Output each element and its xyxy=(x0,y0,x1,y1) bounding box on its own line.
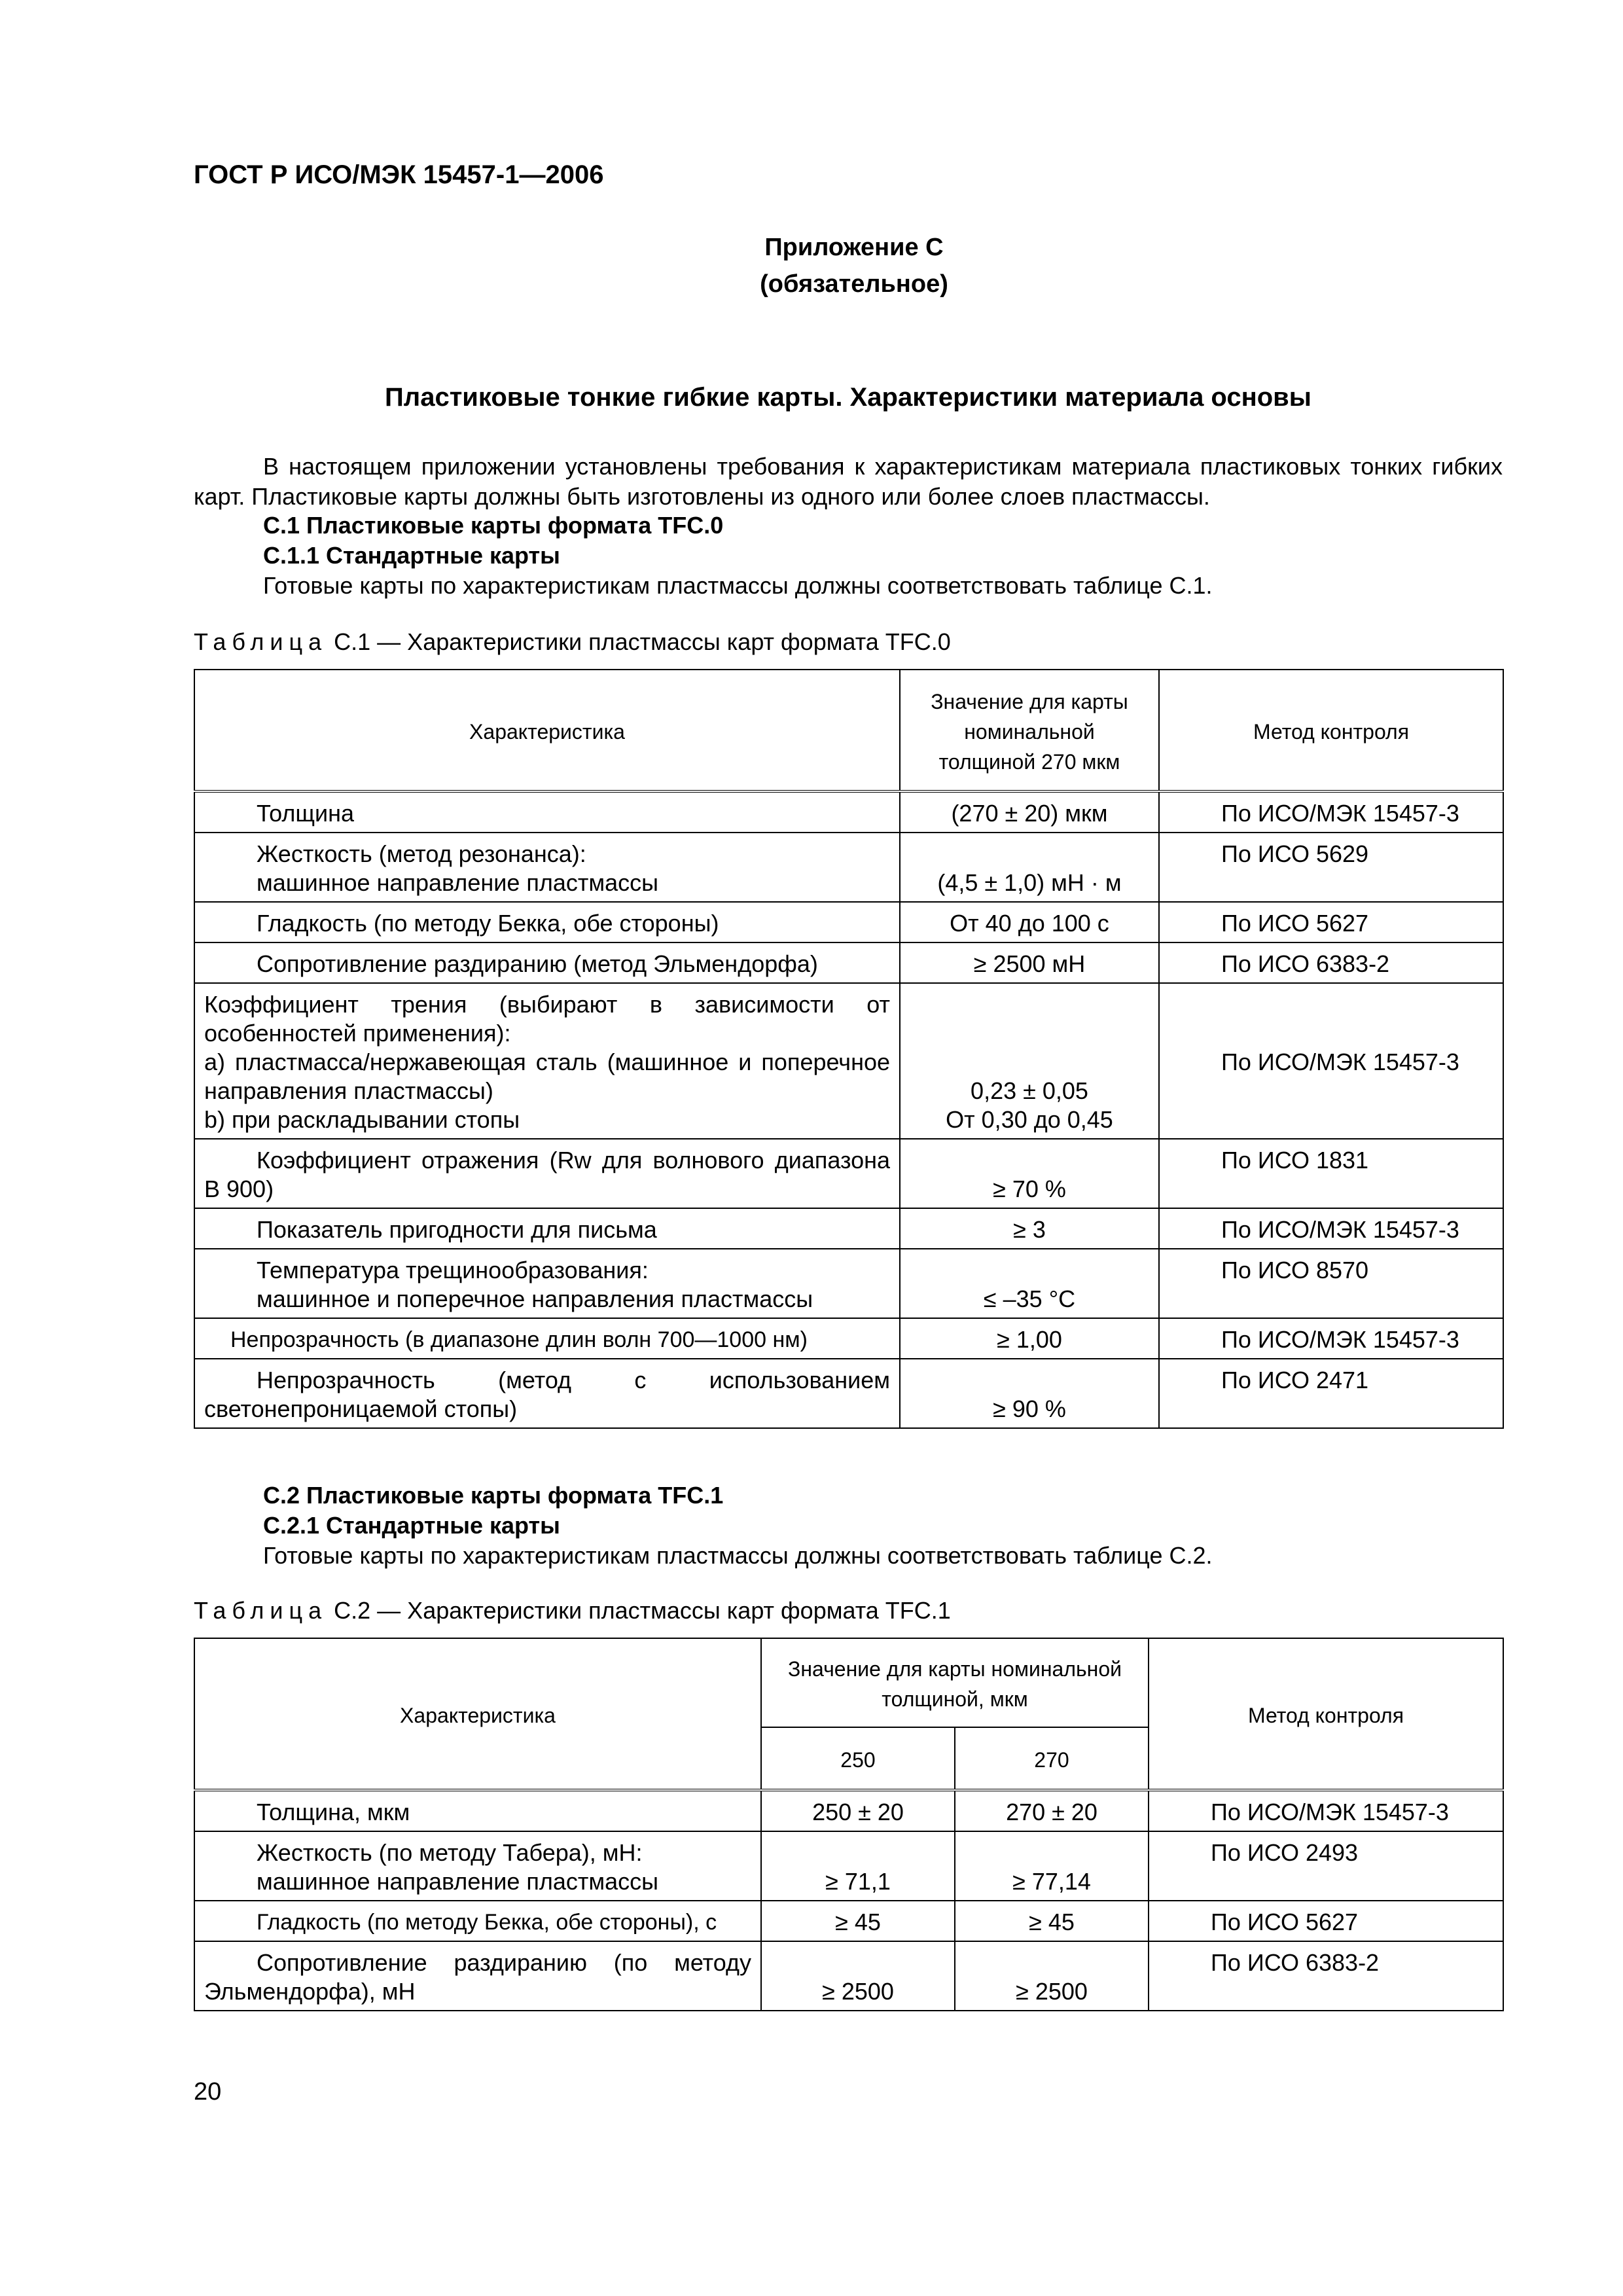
section-c2-heading: С.2 Пластиковые карты формата TFC.1 xyxy=(263,1482,724,1509)
page-number: 20 xyxy=(194,2078,222,2106)
table1-cell-characteristic: Температура трещинообразования: машинное и поперечное направления пластмассы xyxy=(194,1249,900,1318)
table1-cell-value: 0,23 ± 0,05 От 0,30 до 0,45 xyxy=(900,983,1159,1139)
table2-cell-characteristic: Гладкость (по методу Бекка, обе стороны), с xyxy=(194,1901,761,1941)
table1-caption-word: Таблица xyxy=(194,628,328,655)
table1-cell-value: ≥ 70 % xyxy=(900,1139,1159,1208)
table1-cell-characteristic: Жесткость (метод резонанса): машинное направление пластмассы xyxy=(194,833,900,902)
table2-cell-method: По ИСО 5627 xyxy=(1149,1901,1503,1941)
table-row xyxy=(194,942,1503,983)
table-row xyxy=(194,1790,1503,1831)
table2-caption xyxy=(194,1597,951,1624)
table2-cell-characteristic: Сопротивление раздиранию (по методу Эльмендорфа), мН xyxy=(194,1941,761,2011)
table1-cell-value: От 40 до 100 с xyxy=(900,902,1159,942)
table2-cell-250: ≥ 71,1 xyxy=(761,1831,955,1901)
table1-cell-value: ≥ 3 xyxy=(900,1208,1159,1249)
table1-cell-method: По ИСО/МЭК 15457-3 xyxy=(1159,983,1503,1139)
table2-cell-270: ≥ 45 xyxy=(955,1901,1149,1941)
annex-label: Приложение С xyxy=(764,234,944,261)
table1-cell-method: По ИСО 8570 xyxy=(1159,1249,1503,1318)
table-row xyxy=(194,1249,1503,1318)
table2-cell-method: По ИСО 2493 xyxy=(1149,1831,1503,1901)
table1-caption-text: С.1 — Характеристики пластмассы карт формата TFC.0 xyxy=(327,628,951,655)
table1-cell-method: По ИСО/МЭК 15457-3 xyxy=(1159,1318,1503,1359)
table1-cell-value: ≥ 1,00 xyxy=(900,1318,1159,1359)
table-row xyxy=(194,1831,1503,1901)
table2-cell-270: 270 ± 20 xyxy=(955,1790,1149,1831)
table1-cell-method: По ИСО/МЭК 15457-3 xyxy=(1159,791,1503,833)
table2-cell-characteristic: Толщина, мкм xyxy=(194,1790,761,1831)
annex-heading xyxy=(0,229,1623,302)
table1-cell-value: (4,5 ± 1,0) мН · м xyxy=(900,833,1159,902)
table1-cell-value: ≤ –35 °С xyxy=(900,1249,1159,1318)
table1-cell-value: ≥ 90 % xyxy=(900,1359,1159,1428)
table2-cell-250: ≥ 45 xyxy=(761,1901,955,1941)
table-row xyxy=(194,1139,1503,1208)
table2-caption-text: С.2 — Характеристики пластмассы карт формата TFC.1 xyxy=(327,1597,951,1624)
table2-cell-characteristic: Жесткость (по методу Табера), мН: машинное направление пластмассы xyxy=(194,1831,761,1901)
table1-cell-characteristic: Показатель пригодности для письма xyxy=(194,1208,900,1249)
table2-cell-method: По ИСО 6383-2 xyxy=(1149,1941,1503,2011)
table-row xyxy=(194,1901,1503,1941)
section-c1-1-text: Готовые карты по характеристикам пластмассы должны соответствовать таблице С.1. xyxy=(263,572,1213,599)
table1-cell-characteristic: Гладкость (по методу Бекка, обе стороны) xyxy=(194,902,900,942)
table1-header-method: Метод контроля xyxy=(1159,670,1503,791)
annex-status: (обязательное) xyxy=(760,270,948,298)
table1-cell-characteristic: Толщина xyxy=(194,791,900,833)
table1-cell-method: По ИСО 5629 xyxy=(1159,833,1503,902)
table2-header-value: Значение для карты номинальной толщиной, мкм xyxy=(761,1638,1149,1727)
section-title: Пластиковые тонкие гибкие карты. Характеристики материала основы xyxy=(385,383,1311,412)
table1-cell-method: По ИСО 6383-2 xyxy=(1159,942,1503,983)
table2-header-250: 250 xyxy=(761,1727,955,1790)
table1-cell-value: ≥ 2500 мН xyxy=(900,942,1159,983)
table1-header-row xyxy=(194,670,1503,791)
section-c1-heading: С.1 Пластиковые карты формата TFC.0 xyxy=(263,512,724,539)
table-row xyxy=(194,1941,1503,2011)
table1-caption xyxy=(194,628,951,656)
table-c2 xyxy=(194,1638,1504,2011)
table2-cell-250: ≥ 2500 xyxy=(761,1941,955,2011)
section-c2-1-heading: С.2.1 Стандартные карты xyxy=(263,1512,560,1539)
table2-cell-270: ≥ 77,14 xyxy=(955,1831,1149,1901)
section-c1-1-heading: С.1.1 Стандартные карты xyxy=(263,542,560,569)
table2-header-method: Метод контроля xyxy=(1149,1638,1503,1790)
table1-cell-method: По ИСО 2471 xyxy=(1159,1359,1503,1428)
table1-header-value: Значение для карты номинальной толщиной 270 мкм xyxy=(900,670,1159,791)
section-c2-1-text: Готовые карты по характеристикам пластмассы должны соответствовать таблице С.2. xyxy=(263,1542,1213,1569)
table1-cell-value: (270 ± 20) мкм xyxy=(900,791,1159,833)
table2-header-row xyxy=(194,1638,1503,1727)
table-row xyxy=(194,1208,1503,1249)
table1-header-characteristic: Характеристика xyxy=(194,670,900,791)
table-c1 xyxy=(194,669,1504,1429)
table-row xyxy=(194,1318,1503,1359)
table-row xyxy=(194,902,1503,942)
intro-paragraph: В настоящем приложении установлены требования к характеристикам материала пластиковых тонких гибких карт. Пластиковые карты должны быть изготовлены из одного или более слоев пластмассы. xyxy=(194,453,1503,510)
table1-cell-characteristic: Коэффициент отражения (Rw для волнового диапазона В 900) xyxy=(194,1139,900,1208)
table-row xyxy=(194,791,1503,833)
document-code: ГОСТ Р ИСО/МЭК 15457-1—2006 xyxy=(194,160,604,189)
table-row xyxy=(194,983,1503,1139)
table-row xyxy=(194,833,1503,902)
table2-header-270: 270 xyxy=(955,1727,1149,1790)
table1-cell-method: По ИСО 5627 xyxy=(1159,902,1503,942)
table2-caption-word: Таблица xyxy=(194,1597,328,1624)
table-row xyxy=(194,1359,1503,1428)
table2-cell-method: По ИСО/МЭК 15457-3 xyxy=(1149,1790,1503,1831)
table1-cell-characteristic: Коэффициент трения (выбирают в зависимости от особенностей применения): а) пластмасса/нержавеющая сталь (машинное и поперечное направления пластмассы) b) при раскладывании стопы xyxy=(194,983,900,1139)
table2-cell-270: ≥ 2500 xyxy=(955,1941,1149,2011)
table1-cell-method: По ИСО/МЭК 15457-3 xyxy=(1159,1208,1503,1249)
table1-cell-method: По ИСО 1831 xyxy=(1159,1139,1503,1208)
table1-cell-characteristic: Непрозрачность (в диапазоне длин волн 700—1000 нм) xyxy=(194,1318,900,1359)
table1-cell-characteristic: Сопротивление раздиранию (метод Эльмендорфа) xyxy=(194,942,900,983)
table1-cell-characteristic: Непрозрачность (метод с использованием светонепроницаемой стопы) xyxy=(194,1359,900,1428)
table2-header-characteristic: Характеристика xyxy=(194,1638,761,1790)
table2-cell-250: 250 ± 20 xyxy=(761,1790,955,1831)
